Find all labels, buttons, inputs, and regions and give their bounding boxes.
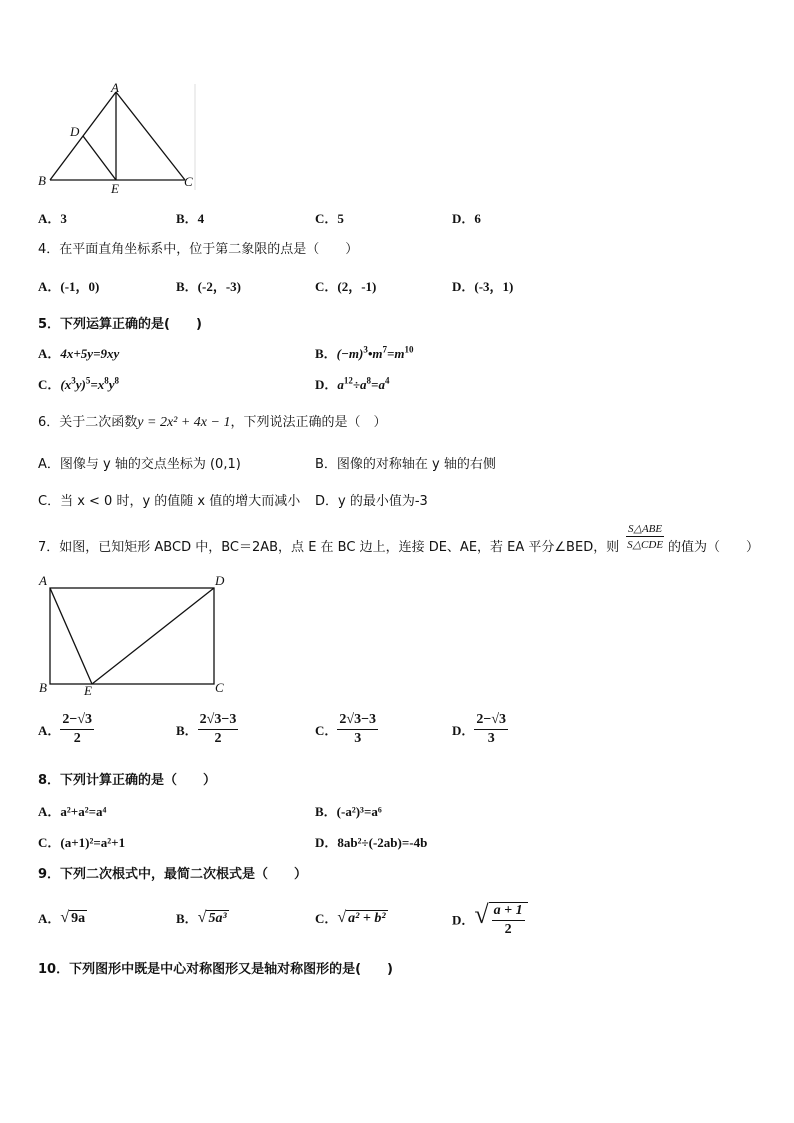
q6-stem: 6．关于二次函数y = 2x² + 4x − 1，下列说法正确的是（ ） [38, 415, 387, 430]
label-B: B [38, 173, 46, 188]
q9-option-b[interactable]: B．√ 5a³ [176, 908, 227, 926]
q7-option-c[interactable]: C． $\frac{2√3-3}{3}$ [315, 712, 377, 746]
label-D2: D [215, 573, 225, 588]
q9-option-c[interactable]: C．√ a² + b² [315, 908, 386, 926]
q5-option-d[interactable]: D．$a^{12}\div a^8=a^4$ [315, 375, 390, 392]
label-E2: E [84, 683, 92, 698]
q5-option-b[interactable]: B．$(-m)^3•m^7=m^{10}$ [315, 344, 414, 361]
q6-option-c[interactable]: C．当 x < 0 时，y 的值随 x 值的增大而减小 [38, 494, 301, 509]
q7-option-b[interactable]: B． $\frac{2√3-3}{2}$ [176, 712, 237, 746]
q10-stem: 10．下列图形中既是中心对称图形又是轴对称图形的是( ) [38, 962, 393, 977]
label-C2: C [215, 680, 224, 695]
rectangle-figure [40, 580, 230, 692]
q4-option-d[interactable]: D．(-3，1) [452, 279, 514, 294]
q3-option-a[interactable]: A．3 [38, 211, 67, 226]
label-B2: B [39, 680, 47, 695]
q9-stem: 9．下列二次根式中，最简二次根式是（ ） [38, 867, 308, 882]
q9-option-a[interactable]: A．√ 9a [38, 908, 86, 926]
q8-option-c[interactable]: C．(a+1)²=a²+1 [38, 835, 126, 850]
q4-option-c[interactable]: C．(2，-1) [315, 279, 377, 294]
label-A: A [111, 80, 119, 95]
q6-option-a[interactable]: A．图像与 y 轴的交点坐标为 (0,1) [38, 457, 241, 472]
q3-option-c[interactable]: C．5 [315, 211, 344, 226]
q5-option-a[interactable]: A．4x+5y=9xy [38, 346, 120, 361]
q8-option-d[interactable]: D．8ab²÷(-2ab)=-4b [315, 835, 428, 850]
q6-option-d[interactable]: D．y 的最小值为-3 [315, 494, 428, 509]
q7-option-d[interactable]: D． $\frac{2-√3}{3}$ [452, 712, 507, 746]
q6-option-b[interactable]: B．图像的对称轴在 y 轴的右侧 [315, 457, 496, 472]
q4-option-a[interactable]: A．(-1，0) [38, 279, 100, 294]
q9-option-d[interactable]: D．√ $\frac{a + 1}{2}$ [452, 900, 528, 938]
label-C: C [184, 174, 193, 189]
q7-option-a[interactable]: A． $\frac{2-√3}{2}$ [38, 712, 93, 746]
q7-stem: 7．如图，已知矩形 ABCD 中，BC＝2AB，点 E 在 BC 边上，连接 DE、AE，若 EA 平分∠BED，则 [38, 540, 620, 555]
q8-option-a[interactable]: A．a²+a²=a⁴ [38, 804, 107, 819]
q4-option-b[interactable]: B．(-2，-3) [176, 279, 241, 294]
label-D: D [70, 124, 80, 139]
q5-option-c[interactable]: C．$(x^3y)^5=x^8y^8$ [38, 375, 120, 392]
q8-stem: 8．下列计算正确的是（ ） [38, 773, 217, 788]
label-A2: A [39, 573, 47, 588]
label-E: E [111, 181, 119, 196]
triangle-figure [30, 78, 200, 198]
q8-option-b[interactable]: B．(-a²)³=a⁶ [315, 804, 382, 819]
q4-stem: 4．在平面直角坐标系中，位于第二象限的点是（ ） [38, 242, 359, 257]
q7-ratio-fraction: S△ABE S△CDE [627, 523, 664, 551]
q5-stem: 5．下列运算正确的是( ) [38, 317, 202, 332]
q7-stem-end: 的值为（ ） [668, 540, 760, 555]
q3-option-b[interactable]: B．4 [176, 211, 205, 226]
q3-option-d[interactable]: D．6 [452, 211, 481, 226]
